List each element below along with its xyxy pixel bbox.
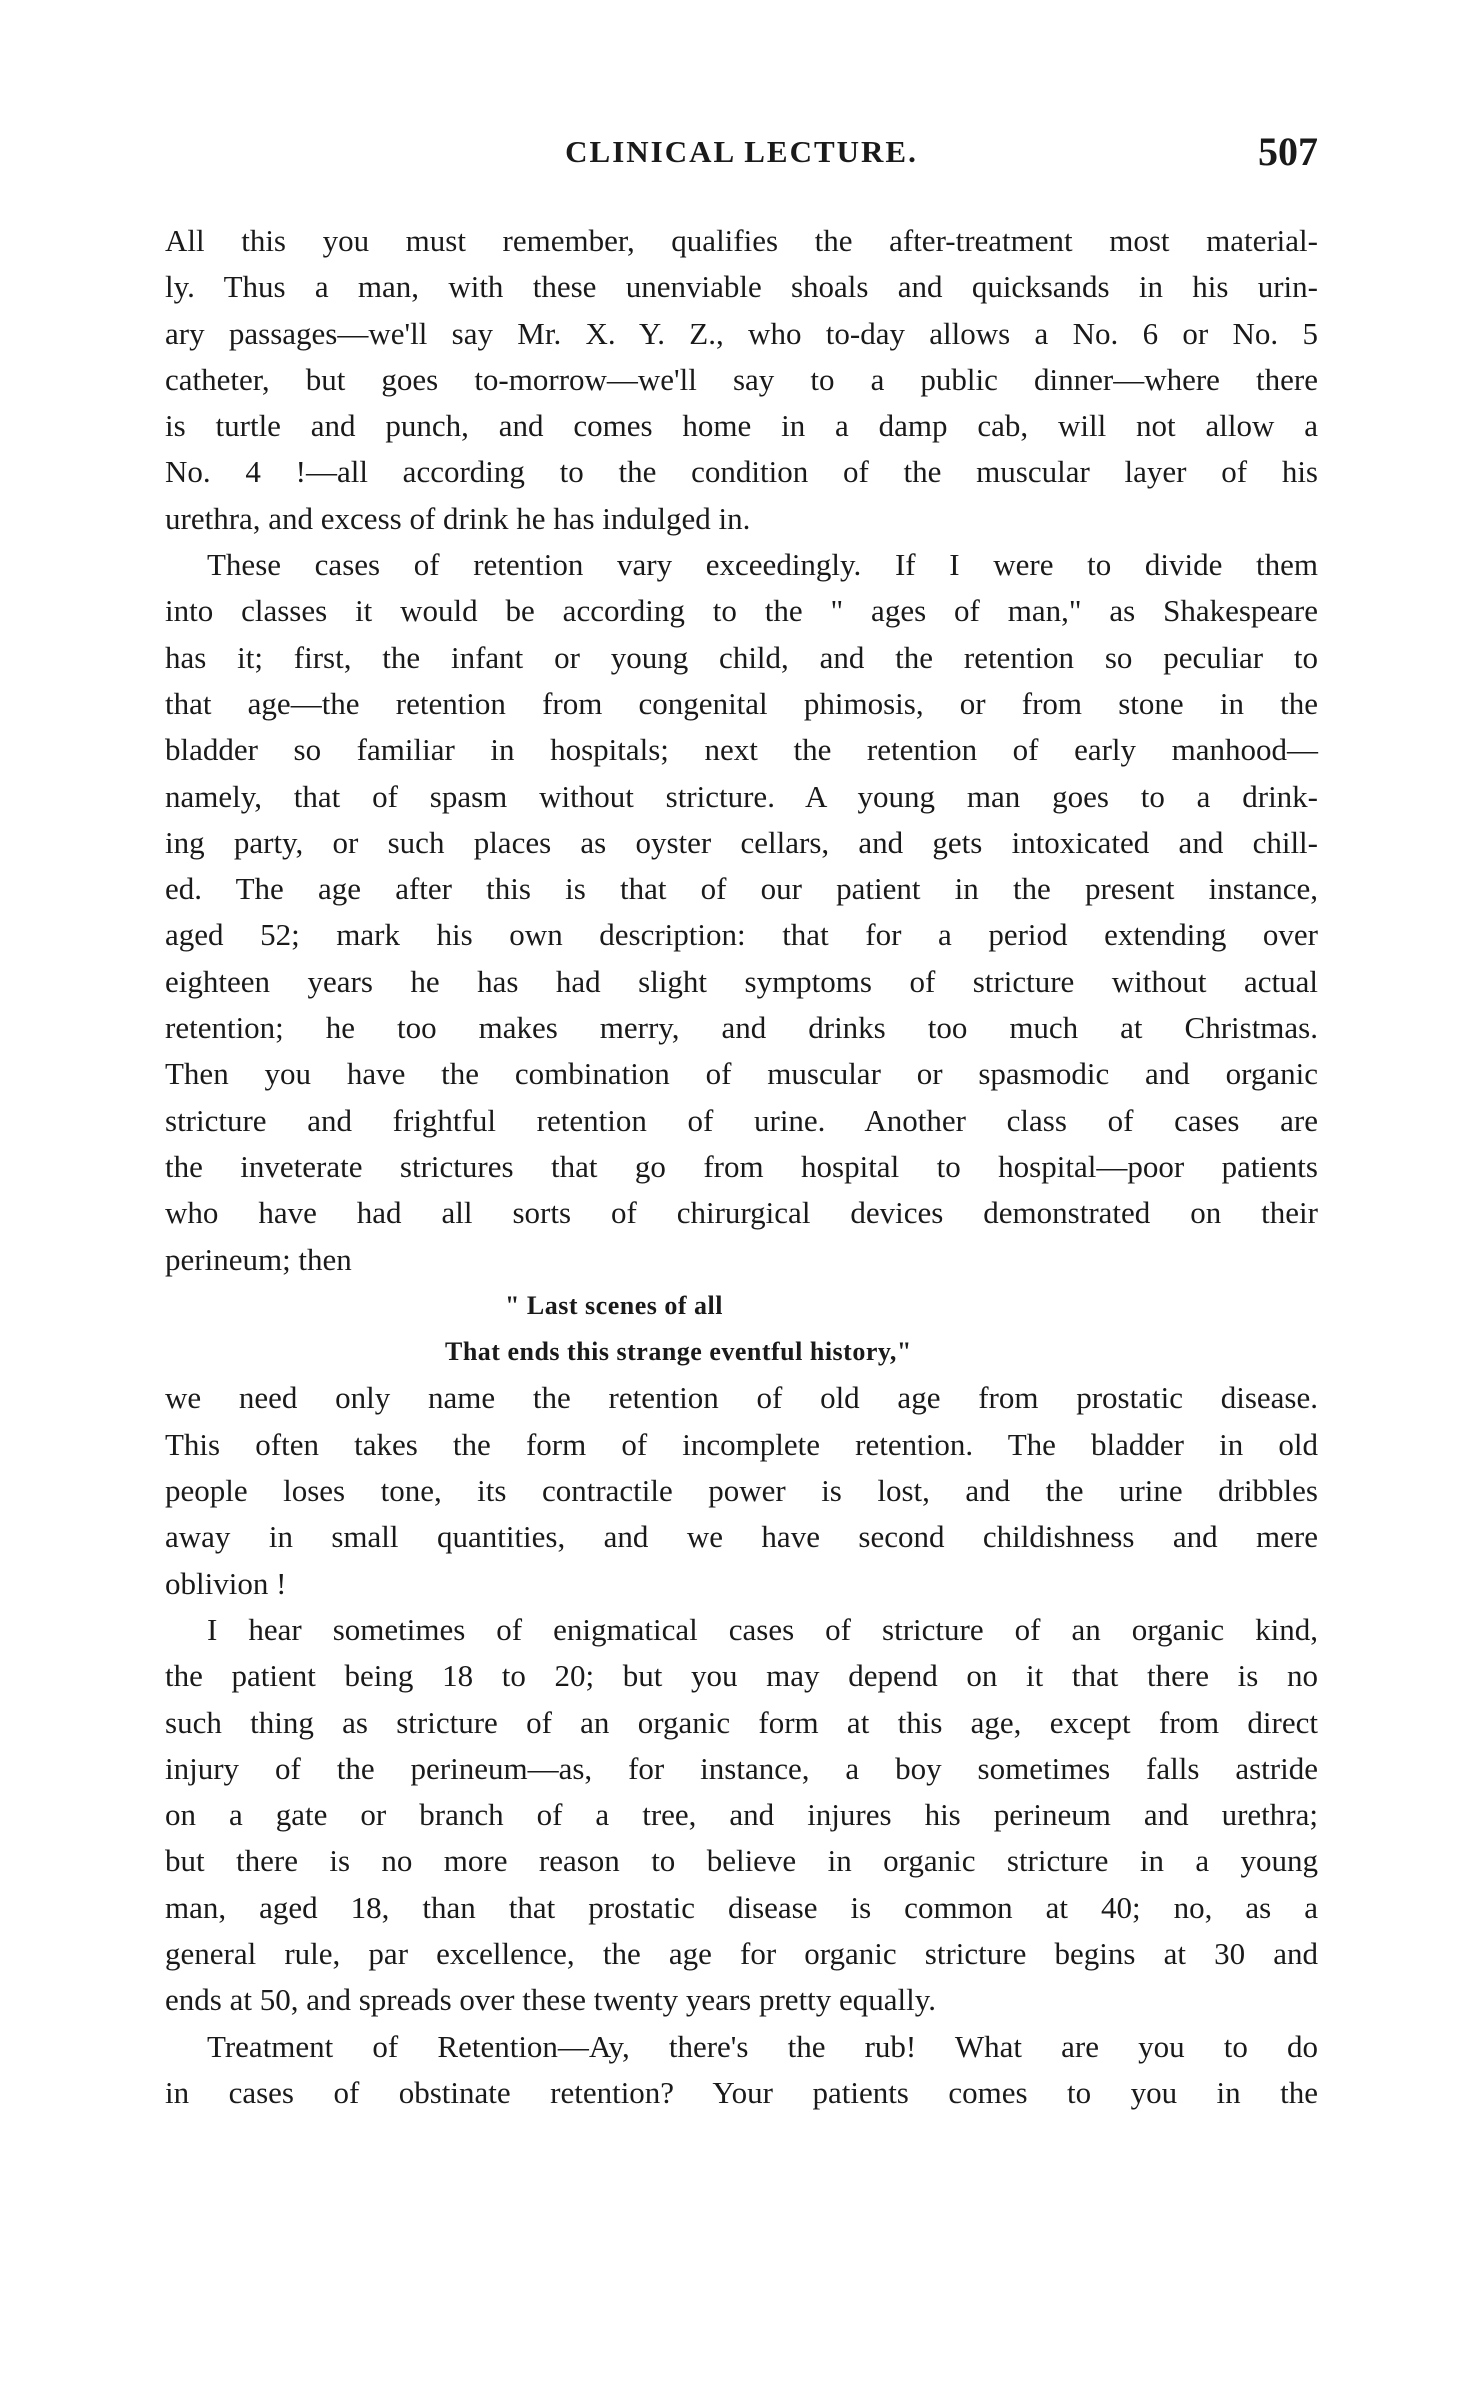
text-line: has it; first, the infant or young child, and the retention so peculiar to <box>165 639 1318 675</box>
text-line: away in small quantities, and we have second childishness and mere <box>165 1519 1318 1555</box>
text-line: into classes it would be according to the " ages of man," as Shakespeare <box>165 593 1318 629</box>
body-text <box>165 218 1318 2116</box>
running-title: CLINICAL LECTURE. <box>565 134 918 169</box>
text-line: who have had all sorts of chirurgical devices demonstrated on their <box>165 1195 1318 1231</box>
text-line: that age—the retention from congenital phimosis, or from stone in the <box>165 685 1318 721</box>
text-line: the inveterate strictures that go from hospital to hospital—poor patients <box>165 1148 1318 1184</box>
text-line: aged 52; mark his own description: that for a period extending over <box>165 917 1318 953</box>
text-line: ends at 50, and spreads over these twenty years pretty equally. <box>165 1982 937 2018</box>
text-line: This often takes the form of incomplete retention. The bladder in old <box>165 1426 1318 1462</box>
text-line: Treatment of Retention—Ay, there's the rub! What are you to do <box>207 2028 1318 2064</box>
text-line: perineum; then <box>165 1241 352 1277</box>
text-line: oblivion ! <box>165 1565 287 1601</box>
text-line: but there is no more reason to believe in organic stricture in a young <box>165 1843 1318 1879</box>
text-line: ly. Thus a man, with these unenviable shoals and quicksands in his urin- <box>165 269 1318 305</box>
quote-line: " Last scenes of all <box>505 1290 723 1320</box>
text-line: injury of the perineum—as, for instance, a boy sometimes falls astride <box>165 1750 1318 1786</box>
quote-line: That ends this strange eventful history," <box>445 1337 912 1367</box>
paragraph-4 <box>165 1607 1318 2024</box>
text-line: on a gate or branch of a tree, and injures his perineum and urethra; <box>165 1797 1318 1833</box>
text-line: urethra, and excess of drink he has indulged in. <box>165 500 751 536</box>
text-line: bladder so familiar in hospitals; next the retention of early manhood— <box>165 732 1318 768</box>
text-line: general rule, par excellence, the age for organic stricture begins at 30 and <box>165 1935 1318 1971</box>
text-line: These cases of retention vary exceedingly. If I were to divide them <box>207 547 1318 583</box>
text-line: I hear sometimes of enigmatical cases of stricture of an organic kind, <box>207 1611 1318 1647</box>
paragraph-1 <box>165 218 1318 542</box>
text-line: such thing as stricture of an organic form at this age, except from direct <box>165 1704 1318 1740</box>
text-line: stricture and frightful retention of urine. Another class of cases are <box>165 1102 1318 1138</box>
paragraph-2 <box>165 542 1318 1283</box>
running-head <box>165 128 1318 188</box>
text-line: namely, that of spasm without stricture. A young man goes to a drink- <box>165 778 1318 814</box>
text-line: in cases of obstinate retention? Your patients comes to you in the <box>165 2074 1318 2110</box>
paragraph-5 <box>165 2024 1318 2117</box>
text-line: the patient being 18 to 20; but you may depend on it that there is no <box>165 1658 1318 1694</box>
paragraph-3 <box>165 1375 1318 1606</box>
text-line: No. 4 !—all according to the condition of the muscular layer of his <box>165 454 1318 490</box>
text-line: All this you must remember, qualifies the after-treatment most material- <box>165 223 1318 258</box>
text-line: people loses tone, its contractile power is lost, and the urine dribbles <box>165 1473 1318 1509</box>
text-line: ary passages—we'll say Mr. X. Y. Z., who to-day allows a No. 6 or No. 5 <box>165 315 1318 351</box>
text-line: man, aged 18, than that prostatic disease is common at 40; no, as a <box>165 1889 1318 1925</box>
text-line: eighteen years he has had slight symptoms of stricture without actual <box>165 963 1318 999</box>
page-number: 507 <box>1258 129 1318 174</box>
text-line: ing party, or such places as oyster cellars, and gets intoxicated and chill- <box>165 824 1318 860</box>
text-line: catheter, but goes to-morrow—we'll say to a public dinner—where there <box>165 361 1318 397</box>
text-line: Then you have the combination of muscular or spasmodic and organic <box>165 1056 1318 1092</box>
text-line: is turtle and punch, and comes home in a damp cab, will not allow a <box>165 408 1318 444</box>
text-line: we need only name the retention of old age from prostatic disease. <box>165 1380 1318 1416</box>
text-line: ed. The age after this is that of our patient in the present instance, <box>165 871 1318 907</box>
quotation <box>165 1283 1318 1376</box>
text-line: retention; he too makes merry, and drinks too much at Christmas. <box>165 1010 1318 1046</box>
